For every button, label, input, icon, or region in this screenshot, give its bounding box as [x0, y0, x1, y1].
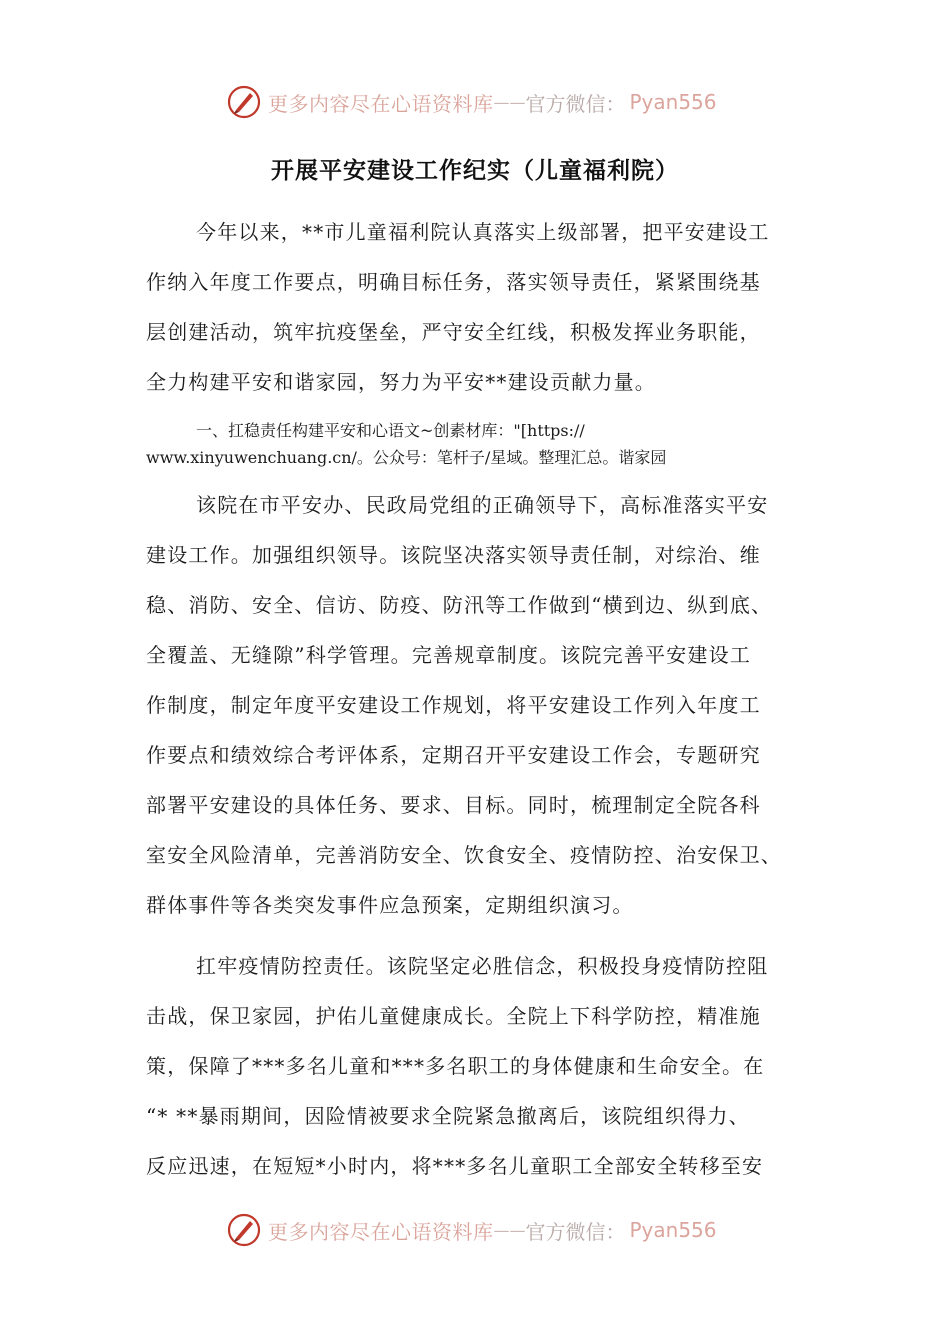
text-line: 该院在市平安办、民政局党组的正确领导下，高标准落实平安 [196, 493, 769, 517]
text-line: 室安全风险清单，完善消防安全、饮食安全、疫情防控、治安保卫、 [146, 843, 782, 867]
text-line: 部署平安建设的具体任务、要求、目标。同时，梳理制定全院各科 [146, 793, 761, 817]
text-line: “* **暴雨期间，因险情被要求全院紧急撤离后，该院组织得力、 [146, 1104, 750, 1128]
banner-wechat-id: Pyan556 [629, 90, 717, 114]
text-line: 层创建活动，筑牢抗疫堡垒，严守安全红线，积极发挥业务职能， [146, 320, 761, 344]
pen-logo-icon [226, 84, 262, 120]
text-line: 作制度，制定年度平安建设工作规划，将平安建设工作列入年度工 [146, 693, 761, 717]
text-line: 全覆盖、无缝隙”科学管理。完善规章制度。该院完善平安建设工 [146, 643, 752, 667]
paragraph-epidemic [146, 941, 806, 1191]
text-line: 群体事件等各类突发事件应急预案，定期组织演习。 [146, 893, 634, 917]
paragraph-organization [146, 480, 806, 930]
text-line: 今年以来，**市儿童福利院认真落实上级部署，把平安建设工 [196, 220, 770, 244]
banner-official-label: 官方微信： [525, 91, 626, 116]
pen-logo-icon [226, 1212, 262, 1248]
text-line: 扛牢疫情防控责任。该院坚定必胜信念，积极投身疫情防控阻 [196, 954, 769, 978]
text-line: 全力构建平安和谐家园，努力为平安**建设贡献力量。 [146, 370, 656, 394]
banner-dash: —— [493, 1220, 526, 1240]
text-line: www.xinyuwenchuang.cn/。公众号：笔杆子/星域。整理汇总。谐家园 [146, 448, 667, 467]
text-line: 击战，保卫家园，护佑儿童健康成长。全院上下科学防控，精准施 [146, 1004, 761, 1028]
text-line: 作纳入年度工作要点，明确目标任务，落实领导责任，紧紧围绕基 [146, 270, 761, 294]
banner-text: 更多内容尽在心语资料库 [268, 1219, 494, 1244]
text-line: 作要点和绩效综合考评体系，定期召开平安建设工作会，专题研究 [146, 743, 761, 767]
text-line: 反应迅速，在短短*小时内，将***多名儿童职工全部安全转移至安 [146, 1154, 764, 1178]
banner-text: 更多内容尽在心语资料库 [268, 91, 494, 116]
text-line: 策，保障了***多名儿童和***多名职工的身体健康和生命安全。在 [146, 1054, 765, 1078]
text-line: 一、扛稳责任构建平安和心语文~创素材库："[https:// [196, 421, 585, 440]
footer-banner [226, 1210, 726, 1250]
banner-wechat-id: Pyan556 [629, 1218, 717, 1242]
banner-dash: —— [493, 92, 526, 112]
header-banner [226, 82, 726, 122]
paragraph-intro [146, 207, 806, 407]
banner-official-label: 官方微信： [525, 1219, 626, 1244]
text-line: 稳、消防、安全、信访、防疫、防汛等工作做到“横到边、纵到底、 [146, 593, 773, 617]
text-line: 建设工作。加强组织领导。该院坚决落实领导责任制，对综治、维 [146, 543, 761, 567]
document-title: 开展平安建设工作纪实（儿童福利院） [271, 157, 679, 184]
section-heading [146, 417, 806, 471]
